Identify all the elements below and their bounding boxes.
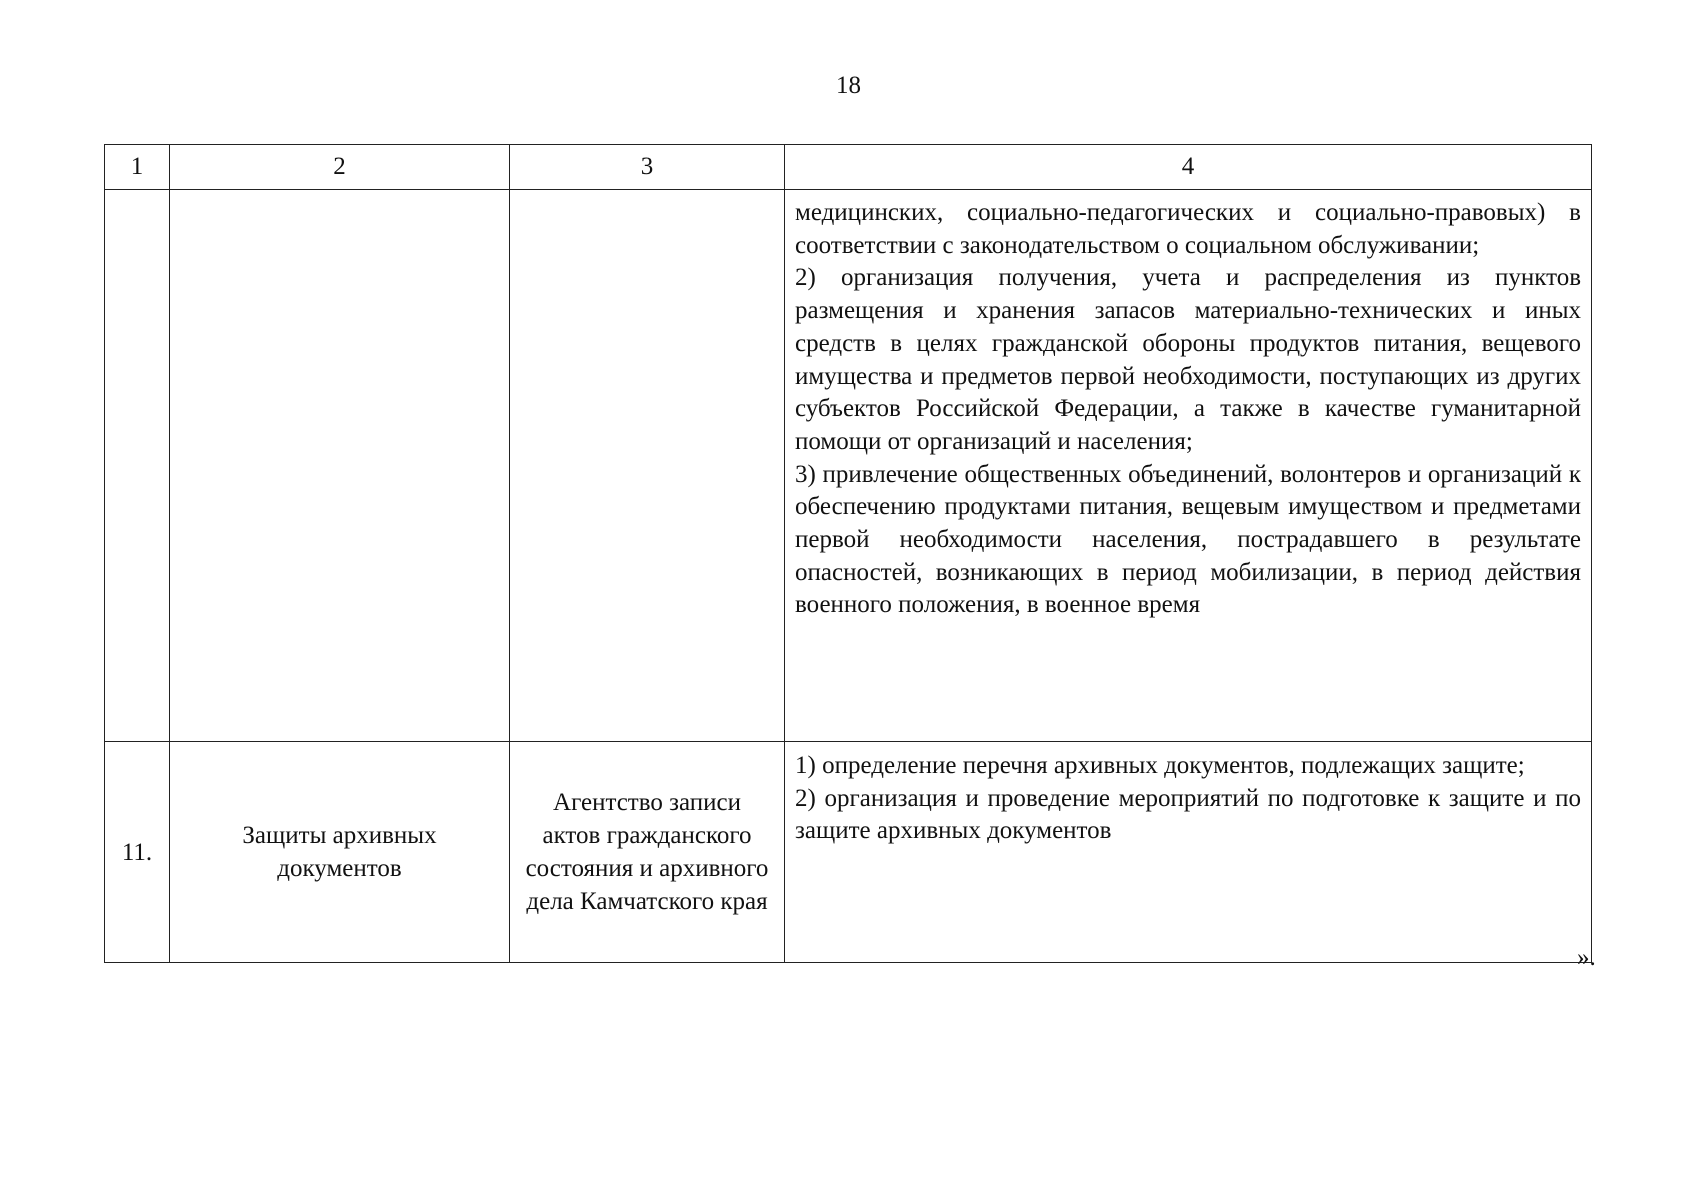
- task-paragraph: 1) определение перечня архивных документов, подлежащих защите;: [795, 752, 1525, 779]
- header-col-1: 1: [105, 145, 170, 190]
- task-paragraph: медицинских, социально-педагогических и социально-правовых) в соответствии с законодательством о социальном обслуживании;: [795, 199, 1581, 259]
- row-number: 11.: [105, 742, 170, 963]
- agency-name-text: Агентство записи актов гражданского состояния и архивного дела Камчатского края: [525, 789, 769, 915]
- cont-col-1: [105, 190, 170, 742]
- services-table: [104, 144, 1592, 963]
- header-col-3: 3: [510, 145, 785, 190]
- header-col-2: 2: [170, 145, 510, 190]
- table-header-row: [105, 145, 1592, 190]
- table-row: [105, 742, 1592, 963]
- task-paragraph: 3) привлечение общественных объединений, волонтеров и организаций к обеспечению продуктами питания, вещевым имуществом и предметами первой необходимости населения, пострадавшего в результате опасностей, возникающих в период мобилизации, в период действия военного положения, в военное время: [795, 460, 1581, 619]
- tasks-cell: [785, 742, 1592, 963]
- page-number: 18: [836, 72, 861, 99]
- cont-col-3: [510, 190, 785, 742]
- task-paragraph: 2) организация и проведение мероприятий по подготовке к защите и по защите архивных документов: [795, 784, 1581, 845]
- service-name-text: Защиты архивных документов: [242, 822, 437, 882]
- cont-tasks-cell: [785, 190, 1592, 742]
- closing-quote-mark: ».: [1577, 944, 1596, 971]
- table-row: [105, 190, 1592, 742]
- agency-name: [510, 742, 785, 963]
- service-name: [170, 742, 510, 963]
- header-col-4: 4: [785, 145, 1592, 190]
- cont-col-2: [170, 190, 510, 742]
- task-paragraph: 2) организация получения, учета и распределения из пунктов размещения и хранения запасов материально-технических и иных средств в целях гражданской обороны продуктов питания, вещевого имущества и предметов первой необходимости, поступающих из других субъектов Российской Федерации, а также в качестве гуманитарной помощи от организаций и населения;: [795, 264, 1581, 455]
